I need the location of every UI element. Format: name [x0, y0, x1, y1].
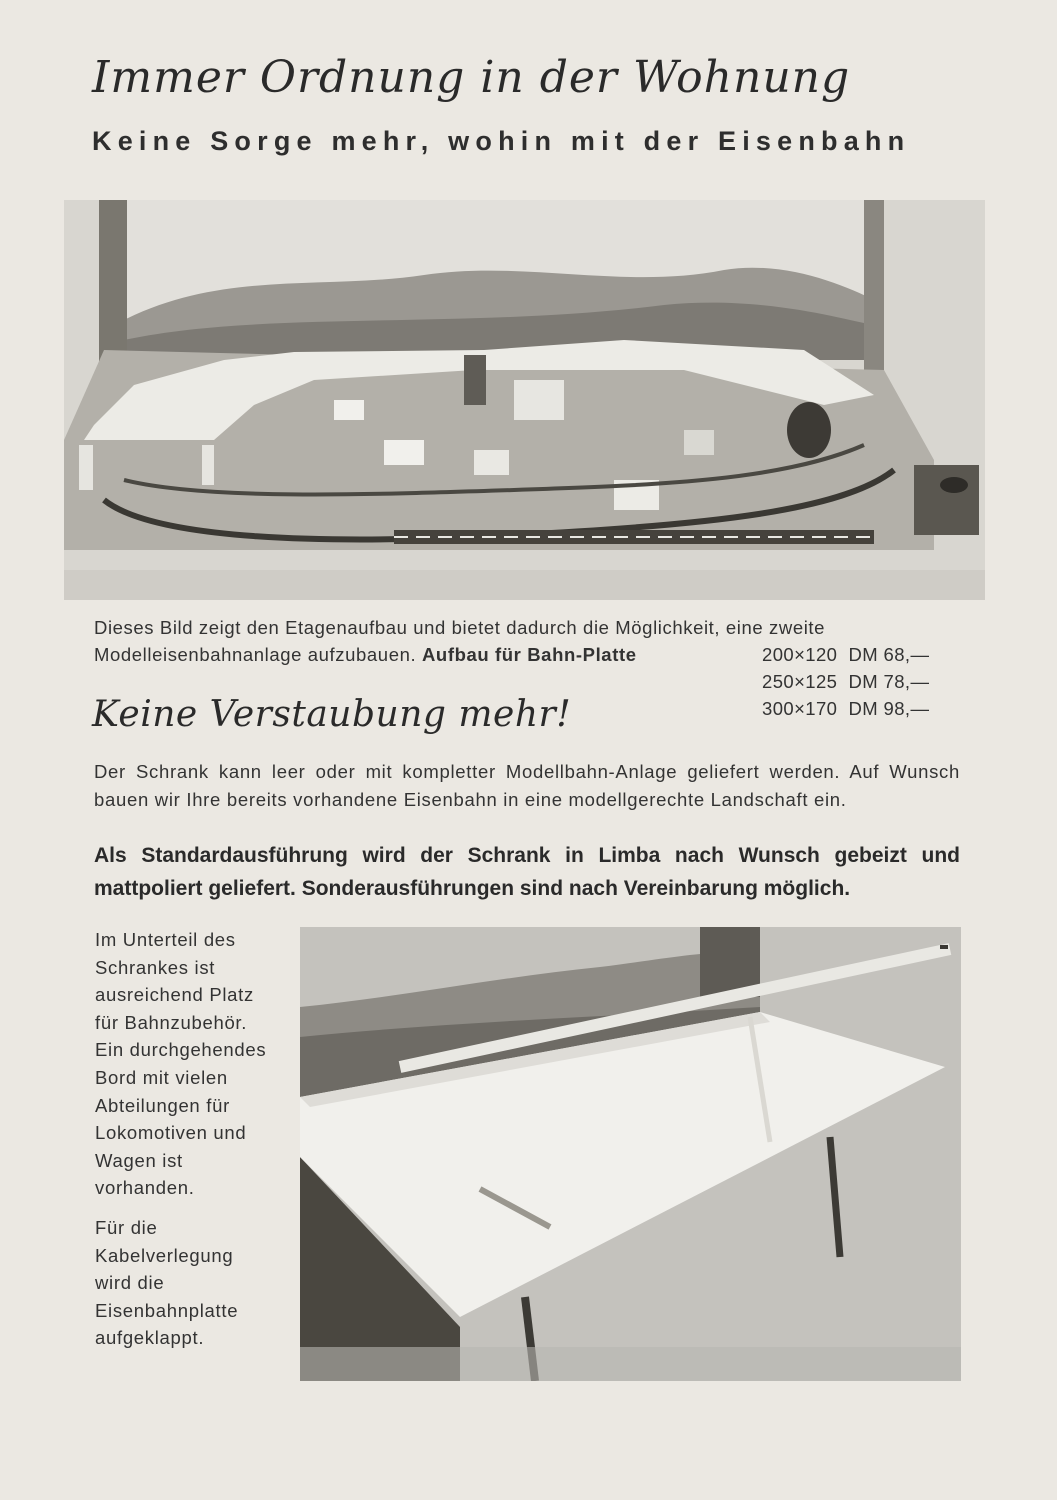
caption-line: Dieses Bild zeigt den Etagenaufbau und bietet dadurch die Möglichkeit, eine zweite: [94, 617, 826, 638]
caption-plain: Modelleisenbahnanlage aufzubauen.: [94, 644, 417, 665]
side-paragraph: Im Unterteil des Schrankes ist ausreichend Platz für Bahnzubehör. Ein durchgehendes Bord mit vielen Abteilungen für Lokomotiven und Wagen ist vorhanden.: [95, 929, 267, 1199]
price-value: DM 68,—: [848, 644, 930, 665]
price-row: [762, 695, 929, 722]
price-size: 300×170: [762, 698, 838, 719]
price-row: [762, 641, 929, 668]
price-size: 250×125: [762, 671, 838, 692]
body-paragraph: Der Schrank kann leer oder mit kompletter Modellbahn-Anlage geliefert werden. Auf Wunsch bauen wir Ihre bereits vorhandene Eisenbahn in eine modellgerechte Landschaft ein.: [94, 761, 960, 810]
side-text: [95, 926, 275, 1364]
side-paragraph: Für die Kabelverlegung wird die Eisenbahnplatte aufgeklappt.: [95, 1216, 239, 1349]
cabinet-open-photo: [300, 927, 961, 1381]
price-row: [762, 668, 929, 695]
section-title: Keine Verstaubung mehr!: [92, 694, 572, 735]
model-railway-photo: [64, 200, 985, 600]
page-title: Immer Ordnung in der Wohnung: [92, 52, 851, 103]
price-value: DM 98,—: [848, 698, 930, 719]
price-list: [762, 641, 929, 722]
bold-paragraph: Als Standardausführung wird der Schrank in Limba nach Wunsch gebeizt und mattpoliert geliefert. Sonderausführungen sind nach Vereinbarung möglich.: [94, 844, 960, 900]
page-subtitle: Keine Sorge mehr, wohin mit der Eisenbahn: [92, 126, 911, 156]
caption-bold: Aufbau für Bahn-Platte: [421, 644, 637, 665]
price-value: DM 78,—: [848, 671, 930, 692]
price-size: 200×120: [762, 644, 838, 665]
